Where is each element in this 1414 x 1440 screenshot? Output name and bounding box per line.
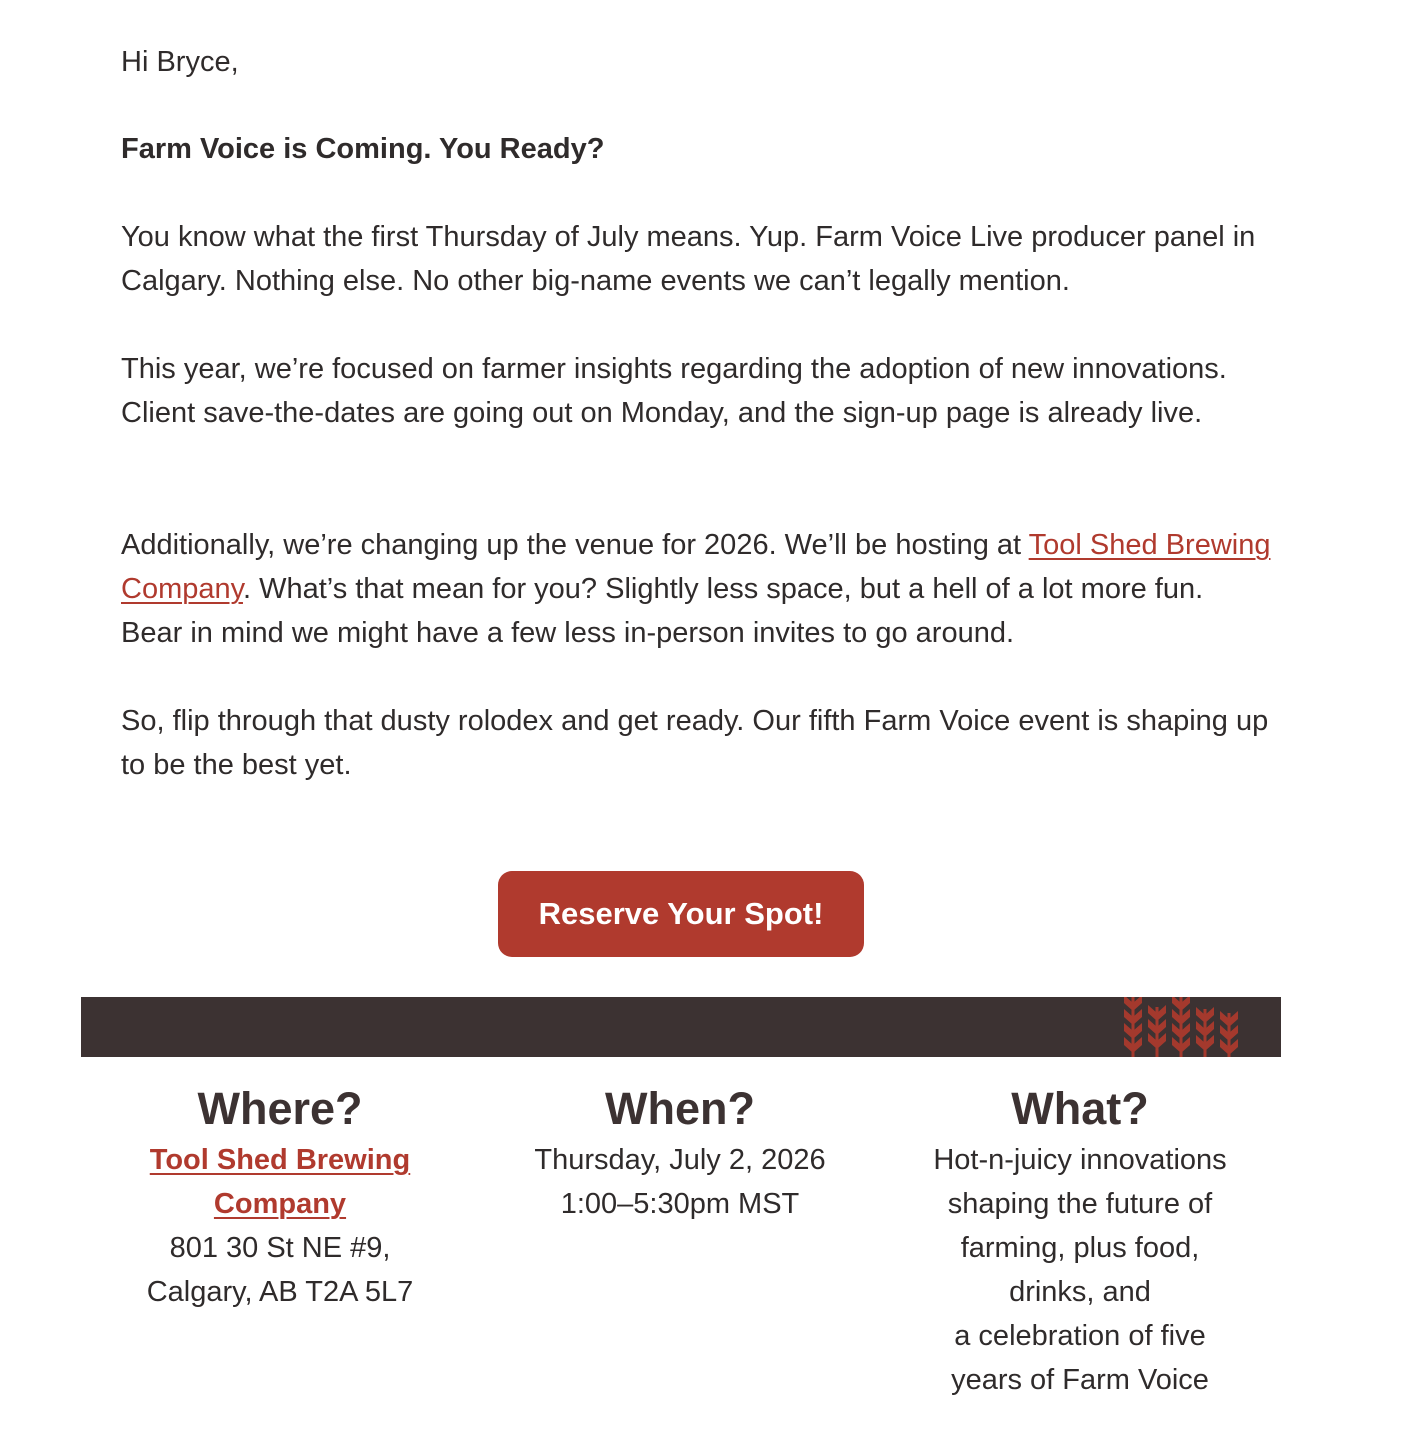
venue-link[interactable]: Tool Shed Brewing Company [121,529,1271,605]
description-line: farming, plus food, [960,1232,1200,1264]
event-description [920,1138,1240,1402]
event-banner [81,997,1281,1057]
description-line: years of Farm Voice [951,1364,1209,1396]
where-heading: Where? [197,1083,363,1134]
paragraph-focus: This year, we’re focused on farmer insights regarding the adoption of new innovations. Client save-the-dates are going out on Monday, and the sign-up page is already live. [121,353,1227,429]
paragraph-closing: So, flip through that dusty rolodex and get ready. Our fifth Farm Voice event is shaping up to be the best yet. [121,705,1269,781]
paragraph-intro: You know what the first Thursday of July means. Yup. Farm Voice Live producer panel in Calgary. Nothing else. No other big-name events we can’t legally mention. [121,221,1256,297]
where-column [130,1080,430,1314]
description-line: a celebration of five [954,1320,1206,1352]
event-time: 1:00–5:30pm MST [560,1188,800,1220]
what-column [920,1080,1240,1402]
paragraph-venue-text-end: . What’s that mean for you? Slightly less space, but a hell of a lot more fun. Bear in mind we might have a few less in-person invites to go around. [121,573,1204,649]
venue-address [130,1226,430,1314]
address-line1: 801 30 St NE #9, [169,1232,391,1264]
event-datetime [520,1138,840,1226]
wheat-icon [1123,997,1241,1057]
venue-name-link[interactable] [130,1138,430,1226]
event-date: Thursday, July 2, 2026 [534,1144,826,1176]
venue-name-line2: Company [213,1188,347,1220]
description-line: drinks, and [1009,1276,1151,1308]
description-line: Hot-n-juicy innovations [933,1144,1227,1176]
description-line: shaping the future of [947,1188,1213,1220]
address-line2: Calgary, AB T2A 5L7 [146,1276,414,1308]
email-headline: Farm Voice is Coming. You Ready? [121,133,605,165]
greeting: Hi Bryce, [121,46,239,78]
paragraph-venue-text-start: Additionally, we’re changing up the venue for 2026. We’ll be hosting at [121,529,1029,561]
paragraph-venue [121,523,1271,655]
what-heading: What? [1011,1083,1149,1134]
venue-name-line1: Tool Shed Brewing [149,1144,411,1176]
when-heading: When? [605,1083,755,1134]
when-column [520,1080,840,1226]
reserve-spot-button[interactable]: Reserve Your Spot! [498,871,864,957]
